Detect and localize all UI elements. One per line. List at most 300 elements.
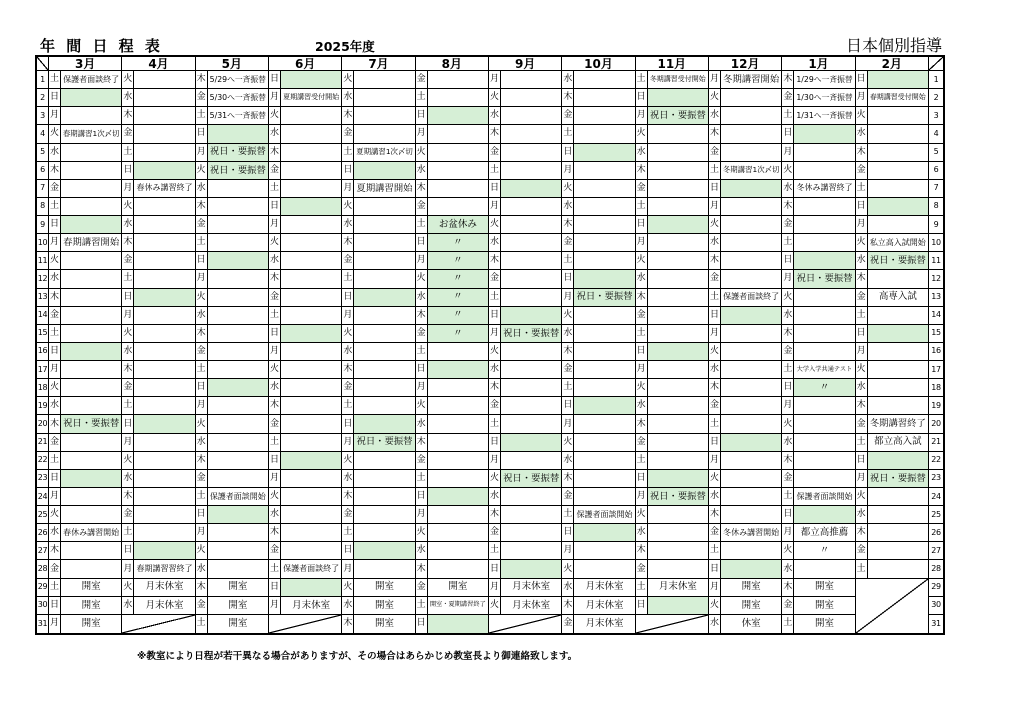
- event-cell: [428, 107, 489, 125]
- event-cell: [794, 289, 855, 307]
- day-number-right: 21: [929, 434, 943, 452]
- weekday-cell: 日: [489, 434, 501, 452]
- event-cell: [574, 307, 635, 325]
- event-cell: [574, 234, 635, 252]
- event-cell: 祝日・要振替: [868, 252, 929, 270]
- weekday-cell: 火: [562, 560, 574, 578]
- event-cell: [61, 488, 122, 506]
- event-cell: [648, 307, 709, 325]
- event-cell: [648, 180, 709, 198]
- event-cell: [428, 542, 489, 560]
- event-cell: [134, 252, 195, 270]
- event-cell: 開室: [354, 597, 415, 615]
- weekday-cell: 木: [709, 252, 721, 270]
- weekday-cell: 金: [636, 560, 648, 578]
- day-number-left: 17: [37, 361, 49, 379]
- weekday-cell: 火: [489, 216, 501, 234]
- weekday-cell: 水: [709, 488, 721, 506]
- weekday-cell: 金: [416, 198, 428, 216]
- event-cell: [721, 216, 782, 234]
- weekday-cell: 日: [196, 252, 208, 270]
- event-cell: [794, 343, 855, 361]
- weekday-cell: 日: [269, 579, 281, 597]
- event-cell: [794, 415, 855, 433]
- weekday-cell: 水: [709, 615, 721, 633]
- weekday-cell: 金: [782, 597, 794, 615]
- day-number-right: 1: [929, 71, 943, 89]
- event-cell: 祝日・要振替: [794, 270, 855, 288]
- event-cell: 開室: [428, 579, 489, 597]
- weekday-cell: 月: [49, 107, 61, 125]
- weekday-cell: 月: [782, 270, 794, 288]
- event-cell: [354, 198, 415, 216]
- event-cell: [501, 198, 562, 216]
- weekday-cell: 日: [342, 162, 354, 180]
- weekday-cell: 水: [489, 234, 501, 252]
- weekday-cell: 木: [49, 415, 61, 433]
- weekday-cell: 日: [562, 397, 574, 415]
- event-cell: [354, 361, 415, 379]
- event-cell: 春期講習1次〆切: [61, 125, 122, 143]
- event-cell: [281, 452, 342, 470]
- weekday-cell: 月: [709, 579, 721, 597]
- event-cell: [61, 470, 122, 488]
- weekday-cell: 日: [122, 162, 134, 180]
- weekday-cell: 土: [636, 198, 648, 216]
- event-cell: [354, 125, 415, 143]
- weekday-cell: 水: [856, 506, 868, 524]
- event-cell: [574, 470, 635, 488]
- weekday-cell: 水: [196, 307, 208, 325]
- weekday-cell: 月: [709, 325, 721, 343]
- event-cell: 開室: [61, 615, 122, 633]
- event-cell: [354, 234, 415, 252]
- event-cell: [574, 107, 635, 125]
- weekday-cell: 木: [636, 542, 648, 560]
- event-cell: [868, 144, 929, 162]
- event-cell: [354, 415, 415, 433]
- event-cell: [794, 434, 855, 452]
- weekday-cell: 金: [856, 415, 868, 433]
- weekday-cell: 金: [122, 379, 134, 397]
- event-cell: [354, 506, 415, 524]
- event-cell: [208, 506, 269, 524]
- weekday-cell: 金: [196, 216, 208, 234]
- weekday-cell: 水: [562, 325, 574, 343]
- weekday-cell: 水: [489, 361, 501, 379]
- event-cell: 開室: [61, 579, 122, 597]
- event-cell: 〃: [428, 252, 489, 270]
- weekday-cell: 土: [342, 397, 354, 415]
- weekday-cell: 木: [196, 325, 208, 343]
- weekday-cell: 土: [782, 361, 794, 379]
- fiscal-year: 2025年度: [315, 39, 375, 54]
- weekday-cell: 木: [562, 597, 574, 615]
- event-cell: [134, 361, 195, 379]
- event-cell: [281, 361, 342, 379]
- day-number-left: 1: [37, 71, 49, 89]
- weekday-cell: 土: [636, 325, 648, 343]
- weekday-cell: 金: [489, 524, 501, 542]
- weekday-cell: 土: [49, 71, 61, 89]
- event-cell: [501, 107, 562, 125]
- weekday-cell: 土: [416, 89, 428, 107]
- weekday-cell: 火: [342, 71, 354, 89]
- event-cell: [648, 325, 709, 343]
- event-cell: [868, 452, 929, 470]
- weekday-cell: 日: [269, 452, 281, 470]
- weekday-cell: 水: [49, 397, 61, 415]
- event-cell: [134, 379, 195, 397]
- weekday-cell: 土: [489, 542, 501, 560]
- weekday-cell: 日: [269, 325, 281, 343]
- day-number-right: 28: [929, 560, 943, 578]
- event-cell: [794, 198, 855, 216]
- event-cell: [574, 361, 635, 379]
- event-cell: [354, 452, 415, 470]
- no-date-cell: [856, 579, 929, 633]
- weekday-cell: 土: [856, 180, 868, 198]
- event-cell: [281, 162, 342, 180]
- event-cell: [61, 452, 122, 470]
- event-cell: [794, 144, 855, 162]
- day-number-left: 15: [37, 325, 49, 343]
- event-cell: 〃: [428, 270, 489, 288]
- weekday-cell: 土: [782, 615, 794, 633]
- weekday-cell: 日: [416, 361, 428, 379]
- event-cell: [428, 506, 489, 524]
- weekday-cell: 火: [342, 452, 354, 470]
- weekday-cell: 木: [416, 307, 428, 325]
- month-header: 11月: [636, 57, 709, 71]
- weekday-cell: 金: [342, 506, 354, 524]
- weekday-cell: 水: [122, 470, 134, 488]
- event-cell: [61, 379, 122, 397]
- weekday-cell: 月: [636, 488, 648, 506]
- weekday-cell: 月: [122, 434, 134, 452]
- event-cell: [721, 234, 782, 252]
- event-cell: [721, 560, 782, 578]
- event-cell: [354, 325, 415, 343]
- weekday-cell: 日: [782, 506, 794, 524]
- event-cell: [134, 542, 195, 560]
- weekday-cell: 火: [709, 343, 721, 361]
- weekday-cell: 金: [636, 180, 648, 198]
- weekday-cell: 火: [122, 71, 134, 89]
- weekday-cell: 日: [342, 289, 354, 307]
- weekday-cell: 金: [562, 615, 574, 633]
- event-cell: [648, 542, 709, 560]
- weekday-cell: 土: [562, 379, 574, 397]
- event-cell: 保護者面談終了: [61, 71, 122, 89]
- event-cell: [721, 397, 782, 415]
- weekday-cell: 月: [562, 289, 574, 307]
- event-cell: [501, 542, 562, 560]
- weekday-cell: 木: [122, 107, 134, 125]
- event-cell: 開室: [794, 597, 855, 615]
- weekday-cell: 水: [49, 144, 61, 162]
- weekday-cell: 土: [49, 452, 61, 470]
- weekday-cell: 月: [49, 361, 61, 379]
- event-cell: [281, 542, 342, 560]
- event-cell: [428, 198, 489, 216]
- event-cell: [501, 216, 562, 234]
- weekday-cell: 火: [782, 289, 794, 307]
- weekday-cell: 木: [562, 89, 574, 107]
- weekday-cell: 火: [122, 579, 134, 597]
- weekday-cell: 日: [636, 470, 648, 488]
- weekday-cell: 日: [49, 343, 61, 361]
- corner-diagonal-left: [37, 57, 49, 71]
- event-cell: [648, 524, 709, 542]
- day-number-right: 2: [929, 89, 943, 107]
- day-number-right: 13: [929, 289, 943, 307]
- weekday-cell: 火: [196, 542, 208, 560]
- weekday-cell: 水: [562, 452, 574, 470]
- event-cell: [501, 506, 562, 524]
- weekday-cell: 日: [269, 198, 281, 216]
- no-date-cell: [636, 615, 709, 633]
- weekday-cell: 水: [122, 89, 134, 107]
- weekday-cell: 土: [196, 107, 208, 125]
- weekday-cell: 金: [709, 524, 721, 542]
- event-cell: [61, 180, 122, 198]
- company-name: 日本個別指導: [845, 36, 942, 55]
- no-date-cell: [122, 615, 195, 633]
- weekday-cell: 金: [49, 434, 61, 452]
- event-cell: [574, 270, 635, 288]
- weekday-cell: 日: [562, 524, 574, 542]
- weekday-cell: 木: [856, 397, 868, 415]
- weekday-cell: 土: [562, 125, 574, 143]
- event-cell: [281, 470, 342, 488]
- event-cell: [501, 560, 562, 578]
- weekday-cell: 月: [342, 560, 354, 578]
- weekday-cell: 月: [269, 597, 281, 615]
- weekday-cell: 土: [636, 71, 648, 89]
- event-cell: [281, 71, 342, 89]
- weekday-cell: 火: [782, 162, 794, 180]
- weekday-cell: 月: [122, 180, 134, 198]
- weekday-cell: 日: [856, 325, 868, 343]
- event-cell: [428, 71, 489, 89]
- weekday-cell: 土: [416, 343, 428, 361]
- weekday-cell: 水: [709, 361, 721, 379]
- weekday-cell: 木: [49, 289, 61, 307]
- event-cell: [868, 506, 929, 524]
- event-cell: [794, 506, 855, 524]
- event-cell: [574, 343, 635, 361]
- event-cell: [61, 270, 122, 288]
- weekday-cell: 月: [709, 71, 721, 89]
- weekday-cell: 木: [636, 162, 648, 180]
- event-cell: [428, 89, 489, 107]
- weekday-cell: 水: [416, 289, 428, 307]
- weekday-cell: 水: [636, 144, 648, 162]
- event-cell: [208, 325, 269, 343]
- event-cell: [648, 560, 709, 578]
- event-cell: [868, 488, 929, 506]
- weekday-cell: 木: [269, 397, 281, 415]
- event-cell: [208, 470, 269, 488]
- event-cell: 開室: [61, 597, 122, 615]
- event-cell: 祝日・要振替: [208, 162, 269, 180]
- weekday-cell: 土: [489, 289, 501, 307]
- event-cell: [721, 270, 782, 288]
- event-cell: [868, 524, 929, 542]
- weekday-cell: 日: [196, 506, 208, 524]
- event-cell: 5/30へ一斉振替: [208, 89, 269, 107]
- event-cell: [574, 89, 635, 107]
- event-cell: [134, 270, 195, 288]
- month-header: 5月: [196, 57, 269, 71]
- weekday-cell: 木: [562, 343, 574, 361]
- weekday-cell: 土: [122, 397, 134, 415]
- weekday-cell: 金: [856, 289, 868, 307]
- event-cell: [208, 560, 269, 578]
- weekday-cell: 金: [196, 89, 208, 107]
- day-number-right: 18: [929, 379, 943, 397]
- event-cell: [208, 307, 269, 325]
- day-number-right: 15: [929, 325, 943, 343]
- event-cell: 〃: [794, 379, 855, 397]
- weekday-cell: 月: [196, 397, 208, 415]
- event-cell: [134, 452, 195, 470]
- event-cell: [281, 488, 342, 506]
- weekday-cell: 日: [489, 307, 501, 325]
- weekday-cell: 月: [196, 144, 208, 162]
- event-cell: 月末休室: [574, 615, 635, 633]
- event-cell: [574, 415, 635, 433]
- event-cell: [428, 415, 489, 433]
- day-number-left: 26: [37, 524, 49, 542]
- weekday-cell: 水: [856, 252, 868, 270]
- weekday-cell: 日: [782, 125, 794, 143]
- weekday-cell: 水: [782, 560, 794, 578]
- event-cell: [501, 180, 562, 198]
- event-cell: [501, 488, 562, 506]
- weekday-cell: 金: [49, 307, 61, 325]
- event-cell: [61, 542, 122, 560]
- weekday-cell: 日: [122, 542, 134, 560]
- event-cell: [281, 379, 342, 397]
- day-number-right: 20: [929, 415, 943, 433]
- weekday-cell: 金: [856, 162, 868, 180]
- event-cell: [428, 361, 489, 379]
- weekday-cell: 火: [856, 107, 868, 125]
- event-cell: [134, 307, 195, 325]
- weekday-cell: 土: [269, 307, 281, 325]
- corner-diagonal-right: [929, 57, 943, 71]
- weekday-cell: 月: [489, 71, 501, 89]
- weekday-cell: 水: [562, 198, 574, 216]
- weekday-cell: 月: [269, 89, 281, 107]
- weekday-cell: 土: [709, 289, 721, 307]
- event-cell: [208, 234, 269, 252]
- weekday-cell: 日: [636, 343, 648, 361]
- weekday-cell: 火: [49, 252, 61, 270]
- weekday-cell: 金: [562, 107, 574, 125]
- weekday-cell: 金: [709, 270, 721, 288]
- weekday-cell: 水: [782, 180, 794, 198]
- event-cell: [134, 506, 195, 524]
- weekday-cell: 火: [489, 597, 501, 615]
- weekday-cell: 月: [122, 307, 134, 325]
- weekday-cell: 土: [856, 560, 868, 578]
- event-cell: 〃: [428, 325, 489, 343]
- day-number-left: 20: [37, 415, 49, 433]
- event-cell: [501, 71, 562, 89]
- event-cell: [648, 597, 709, 615]
- weekday-cell: 土: [709, 415, 721, 433]
- weekday-cell: 木: [709, 379, 721, 397]
- weekday-cell: 土: [782, 488, 794, 506]
- event-cell: [428, 343, 489, 361]
- event-cell: 〃: [428, 307, 489, 325]
- event-cell: [354, 289, 415, 307]
- event-cell: 夏期講習受付開始: [281, 89, 342, 107]
- event-cell: 開室: [794, 615, 855, 633]
- weekday-cell: 火: [782, 542, 794, 560]
- day-number-right: 5: [929, 144, 943, 162]
- weekday-cell: 土: [122, 270, 134, 288]
- event-cell: [648, 452, 709, 470]
- weekday-cell: 水: [342, 343, 354, 361]
- event-cell: [428, 397, 489, 415]
- event-cell: [721, 89, 782, 107]
- event-cell: 都立高入試: [868, 434, 929, 452]
- event-cell: [61, 252, 122, 270]
- event-cell: [574, 379, 635, 397]
- event-cell: [354, 252, 415, 270]
- event-cell: [794, 470, 855, 488]
- event-cell: [134, 397, 195, 415]
- event-cell: [61, 289, 122, 307]
- event-cell: 夏期講習開始: [354, 180, 415, 198]
- event-cell: [428, 180, 489, 198]
- event-cell: 月末休室: [501, 579, 562, 597]
- day-number-right: 17: [929, 361, 943, 379]
- event-cell: [501, 415, 562, 433]
- event-cell: 祝日・要振替: [354, 434, 415, 452]
- event-cell: [721, 144, 782, 162]
- event-cell: [721, 252, 782, 270]
- event-cell: 夏期講習1次〆切: [354, 144, 415, 162]
- event-cell: [501, 307, 562, 325]
- weekday-cell: 木: [269, 270, 281, 288]
- weekday-cell: 月: [49, 615, 61, 633]
- weekday-cell: 水: [196, 560, 208, 578]
- weekday-cell: 木: [562, 470, 574, 488]
- weekday-cell: 金: [122, 506, 134, 524]
- weekday-cell: 金: [49, 560, 61, 578]
- weekday-cell: 月: [196, 524, 208, 542]
- event-cell: [354, 379, 415, 397]
- event-cell: 5/31へ一斉振替: [208, 107, 269, 125]
- event-cell: [354, 524, 415, 542]
- event-cell: 1/29へ一斉振替: [794, 71, 855, 89]
- weekday-cell: 火: [562, 434, 574, 452]
- weekday-cell: 火: [856, 234, 868, 252]
- event-cell: [354, 307, 415, 325]
- event-cell: [868, 198, 929, 216]
- event-cell: [794, 560, 855, 578]
- event-cell: [501, 144, 562, 162]
- day-number-right: 10: [929, 234, 943, 252]
- weekday-cell: 水: [342, 470, 354, 488]
- event-cell: 冬期講習開始: [721, 71, 782, 89]
- event-cell: [61, 144, 122, 162]
